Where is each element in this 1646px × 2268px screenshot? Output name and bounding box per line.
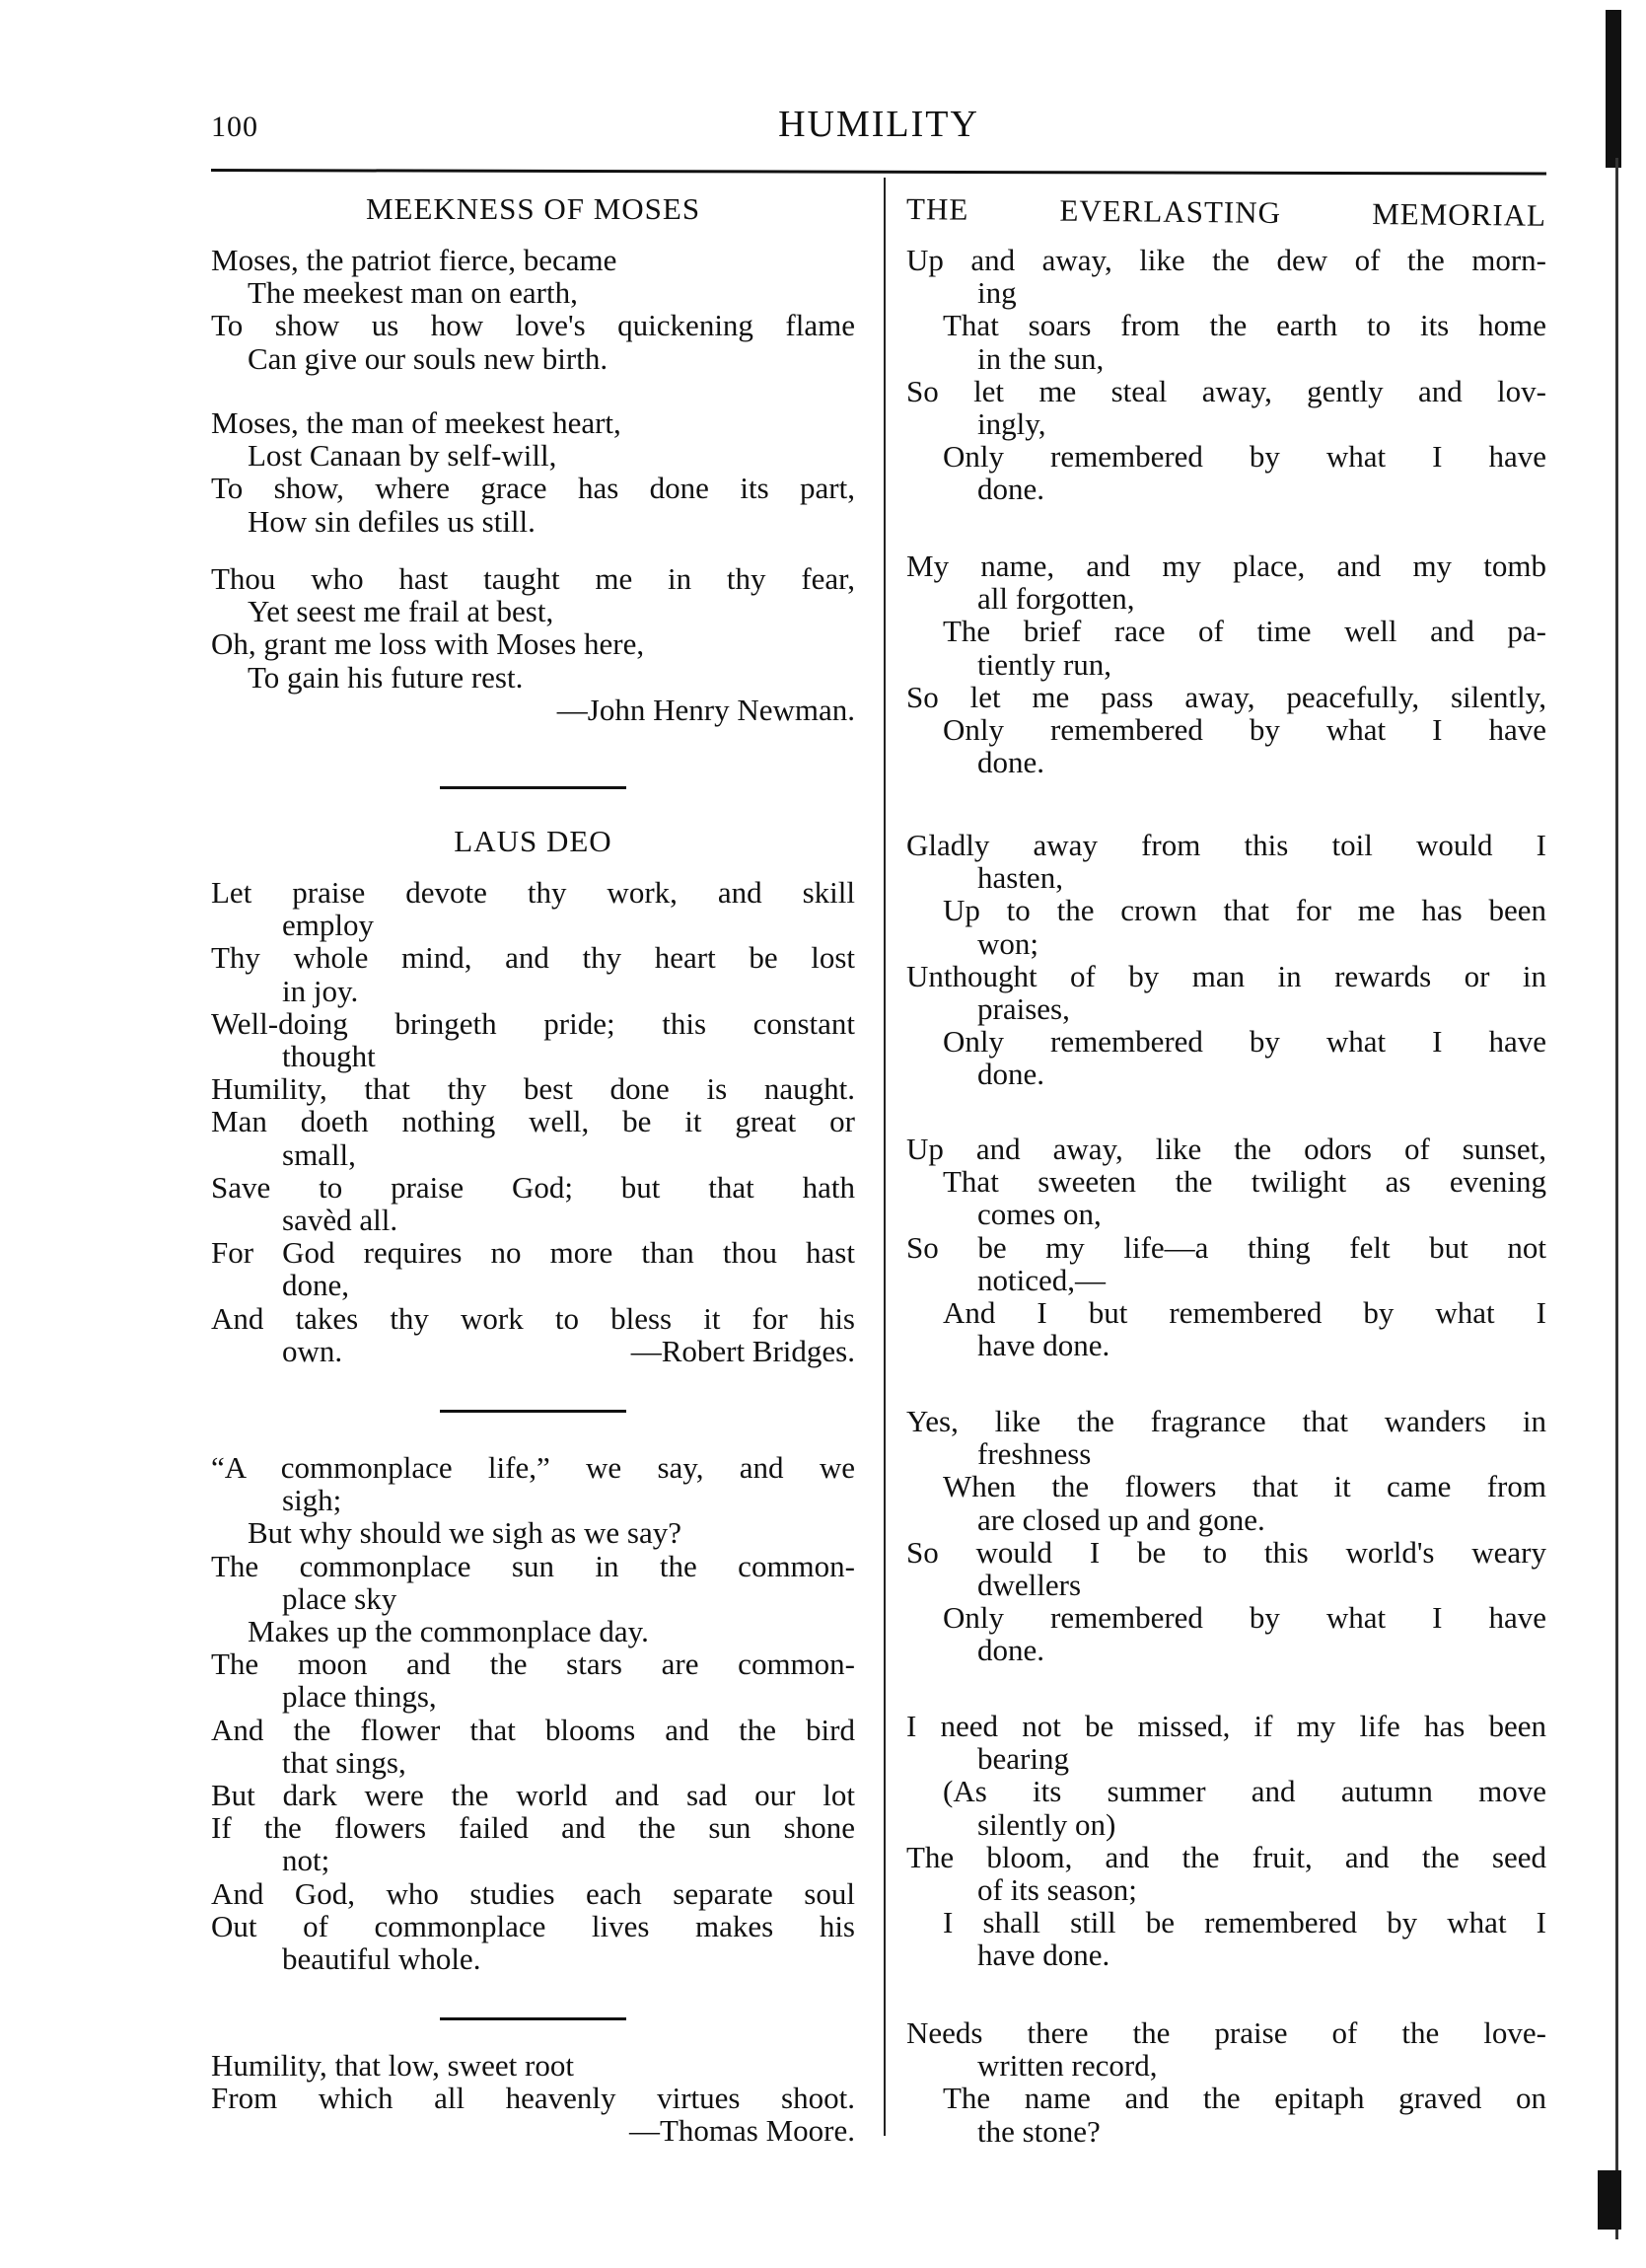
- verse-line: [906, 1198, 1546, 1230]
- verse-line: [211, 2082, 855, 2114]
- verse-line-text: in joy.: [282, 973, 359, 1008]
- verse-line-text: Humility, that low, sweet root: [211, 2048, 574, 2083]
- poem-title-meekness: MEEKNESS OF MOSES: [365, 191, 701, 226]
- verse-line-text: tiently run,: [977, 646, 1112, 682]
- verse-line-text: And I but remembered by what I: [943, 1295, 1546, 1331]
- attribution-bridges: —Robert Bridges.: [630, 1333, 855, 1368]
- verse-line-text: written record,: [977, 2048, 1158, 2084]
- section-rule: [440, 786, 626, 789]
- verse-line-text: And takes thy work to bless it for his: [211, 1300, 855, 1336]
- page-edge-shadow-bottom: [1598, 2170, 1621, 2230]
- verse-line: [211, 1714, 855, 1746]
- verse-line-text: Only remembered by what I have: [943, 712, 1546, 748]
- verse-line: [906, 1405, 1546, 1437]
- verse-line-text: dwellers: [977, 1568, 1082, 1603]
- verse-line-text: That soars from the earth to its home: [943, 308, 1546, 343]
- verse-line-text: To show us how love's quickening flame: [211, 308, 855, 343]
- verse-line: [211, 1582, 855, 1615]
- verse-line: [906, 1808, 1546, 1841]
- section-rule: [440, 2017, 626, 2020]
- verse-line: [211, 439, 855, 472]
- verse-line-text: Yet seest me frail at best,: [248, 594, 554, 629]
- verse-line-text: done.: [977, 1633, 1045, 1668]
- verse-line: [211, 1236, 855, 1269]
- verse-line: [211, 1484, 855, 1516]
- verse-line: [906, 1634, 1546, 1666]
- verse-line-text: That sweeten the twilight as evening: [943, 1164, 1546, 1200]
- verse-line-text: The moon and the stars are common-: [211, 1646, 855, 1682]
- verse-line-text: done,: [282, 1268, 350, 1303]
- verse-line-text: Only remembered by what I have: [943, 439, 1546, 475]
- verse-line: [211, 276, 855, 309]
- verse-line-text: Up to the crown that for me has been: [943, 893, 1546, 928]
- stanza: [906, 244, 1546, 506]
- verse-line-text: Needs there the praise of the love-: [906, 2015, 1546, 2050]
- verse-line-text: thought: [282, 1039, 376, 1074]
- verse-line: [906, 1873, 1546, 1906]
- verse-line: [211, 975, 855, 1007]
- stanza: [211, 406, 855, 538]
- verse-line: [906, 1329, 1546, 1361]
- verse-line-text: So be my life—a thing felt but not: [906, 1229, 1546, 1265]
- verse-line-text: place things,: [282, 1679, 437, 1715]
- verse-line: [906, 1569, 1546, 1601]
- verse-line: [906, 681, 1546, 713]
- page-number: 100: [211, 110, 258, 143]
- verse-line: [211, 1516, 855, 1549]
- stanza: [906, 1405, 1546, 1667]
- verse-line-text: The name and the epitaph graved on: [943, 2081, 1546, 2116]
- verse-line: [211, 1007, 855, 1040]
- verse-line: [211, 627, 855, 660]
- verse-line-text: From which all heavenly virtues shoot.: [211, 2081, 855, 2116]
- verse-line: [906, 244, 1546, 276]
- verse-line: [211, 472, 855, 504]
- verse-line: [211, 1335, 855, 1367]
- verse-line-text: praises,: [977, 991, 1070, 1027]
- verse-line: [906, 648, 1546, 681]
- verse-line: [211, 876, 855, 909]
- verse-line: [906, 1264, 1546, 1296]
- verse-line: [906, 1939, 1546, 1971]
- verse-line-text: of its season;: [977, 1872, 1137, 1908]
- verse-line: [906, 582, 1546, 615]
- verse-line: [211, 309, 855, 341]
- verse-line: [906, 549, 1546, 582]
- verse-line-text: are closed up and gone.: [977, 1501, 1265, 1537]
- verse-line-text: For God requires no more than thou hast: [211, 1235, 855, 1271]
- verse-line: [906, 1058, 1546, 1090]
- verse-line-text: The commonplace sun in the common-: [211, 1548, 855, 1583]
- verse-line-text: Moses, the patriot fierce, became: [211, 243, 617, 277]
- verse-line-text: beautiful whole.: [282, 1941, 481, 1977]
- poem-title-everlasting-memorial: THE EVERLASTING MEMORIAL: [905, 191, 1547, 233]
- page-edge-line: [1615, 158, 1618, 2239]
- verse-line-text: savèd all.: [282, 1203, 398, 1238]
- verse-line: [906, 1906, 1546, 1939]
- verse-line-text: Unthought of by man in rewards or in: [906, 958, 1546, 993]
- verse-line-text: done.: [977, 1057, 1045, 1092]
- verse-line-text: But dark were the world and sad our lot: [211, 1778, 855, 1813]
- verse-line: [906, 1536, 1546, 1569]
- verse-line: [906, 1231, 1546, 1264]
- stanza: [211, 2049, 855, 2114]
- verse-line-text: Can give our souls new birth.: [248, 340, 608, 376]
- verse-line-text: Humility, that thy best done is naught.: [211, 1071, 855, 1107]
- verse-line-text: silently on): [977, 1806, 1116, 1842]
- verse-line-text: own.: [282, 1333, 343, 1368]
- verse-line-text: freshness: [977, 1436, 1092, 1472]
- verse-line: [211, 1844, 855, 1876]
- attribution-newman: —John Henry Newman.: [556, 693, 855, 727]
- verse-line-text: ing: [977, 275, 1017, 311]
- verse-line-text: all forgotten,: [977, 581, 1135, 617]
- verse-line: [211, 909, 855, 941]
- stanza: [211, 562, 855, 694]
- verse-line-text: How sin defiles us still.: [248, 503, 536, 539]
- verse-line-text: I shall still be remembered by what I: [943, 1905, 1546, 1940]
- verse-line: [906, 1503, 1546, 1536]
- verse-line-text: But why should we sigh as we say?: [248, 1515, 681, 1551]
- verse-line-text: Thy whole mind, and thy heart be lost: [211, 940, 855, 976]
- verse-line: [211, 661, 855, 694]
- verse-line: [211, 1942, 855, 1975]
- verse-line: [211, 562, 855, 595]
- verse-line-text: When the flowers that it came from: [943, 1469, 1546, 1504]
- verse-line-text: ingly,: [977, 406, 1046, 442]
- verse-line-text: And the flower that blooms and the bird: [211, 1712, 855, 1747]
- stanza: [211, 1451, 855, 1975]
- verse-line-text: Moses, the man of meekest heart,: [211, 405, 621, 440]
- verse-line: [906, 2082, 1546, 2114]
- verse-line-text: Gladly away from this toil would I: [906, 828, 1546, 862]
- verse-line-text: Man doeth nothing well, be it great or: [211, 1104, 855, 1139]
- verse-line: [211, 1451, 855, 1484]
- verse-line: [211, 1647, 855, 1680]
- verse-line-text: So let me pass away, peacefully, silently,: [906, 679, 1546, 714]
- page-edge-shadow: [1606, 10, 1621, 168]
- verse-line: [906, 309, 1546, 341]
- verse-line: [211, 1550, 855, 1582]
- verse-line-text: Makes up the commonplace day.: [248, 1614, 649, 1649]
- verse-line: [906, 276, 1546, 309]
- verse-line-text: employ: [282, 908, 374, 943]
- verse-line: [906, 1165, 1546, 1198]
- stanza: [906, 829, 1546, 1091]
- verse-line-text: not;: [282, 1843, 330, 1878]
- verse-line: [906, 407, 1546, 440]
- verse-line-text: “A commonplace life,” we say, and we: [211, 1450, 855, 1485]
- verse-line: [906, 960, 1546, 992]
- verse-line-text: Out of commonplace lives makes his: [211, 1908, 855, 1943]
- verse-line: [906, 1025, 1546, 1058]
- verse-line-text: Thou who hast taught me in thy fear,: [211, 561, 855, 596]
- verse-line: [211, 1105, 855, 1137]
- verse-line: [906, 894, 1546, 926]
- verse-line: [906, 1133, 1546, 1165]
- verse-line-text: small,: [282, 1136, 356, 1172]
- verse-line: [906, 713, 1546, 746]
- stanza: [211, 876, 855, 1367]
- verse-line: [211, 1746, 855, 1779]
- verse-line: [211, 505, 855, 538]
- verse-line: [906, 927, 1546, 960]
- verse-line-text: done.: [977, 472, 1045, 507]
- verse-line: [906, 440, 1546, 473]
- verse-line: [906, 992, 1546, 1025]
- verse-line-text: To gain his future rest.: [248, 659, 524, 695]
- verse-line: [211, 1302, 855, 1335]
- verse-line-text: comes on,: [977, 1197, 1102, 1232]
- verse-line-text: have done.: [977, 1938, 1110, 1973]
- verse-line: [211, 244, 855, 276]
- verse-line-text: And God, who studies each separate soul: [211, 1875, 855, 1911]
- verse-line-text: noticed,—: [977, 1262, 1106, 1297]
- verse-line: [906, 342, 1546, 375]
- verse-line-text: have done.: [977, 1328, 1110, 1363]
- verse-line-text: Only remembered by what I have: [943, 1600, 1546, 1636]
- verse-line: [211, 1204, 855, 1236]
- verse-line: [211, 1910, 855, 1942]
- verse-line: [906, 615, 1546, 647]
- verse-line-text: So would I be to this world's weary: [906, 1534, 1546, 1570]
- verse-line: [906, 1470, 1546, 1502]
- header-rule: [211, 169, 1546, 176]
- running-title: HUMILITY: [778, 104, 979, 145]
- verse-line: [906, 375, 1546, 407]
- verse-line-text: The meekest man on earth,: [248, 275, 578, 311]
- verse-line-text: Lost Canaan by self-will,: [248, 438, 557, 474]
- verse-line-text: The bloom, and the fruit, and the seed: [906, 1839, 1546, 1874]
- verse-line-text: won;: [977, 925, 1038, 961]
- column-divider: [884, 178, 886, 2136]
- verse-line: [211, 406, 855, 439]
- verse-line: [906, 1710, 1546, 1742]
- verse-line: [211, 1877, 855, 1910]
- verse-line: [906, 1296, 1546, 1329]
- verse-line-text: Save to praise God; but that hath: [211, 1169, 855, 1205]
- verse-line: [211, 1779, 855, 1811]
- verse-line-text: sigh;: [282, 1483, 342, 1518]
- poem-title-laus-deo: LAUS DEO: [454, 824, 612, 858]
- verse-line-text: Yes, like the fragrance that wanders in: [906, 1404, 1546, 1438]
- verse-line: [906, 473, 1546, 505]
- verse-line: [906, 2016, 1546, 2049]
- verse-line: [211, 1269, 855, 1301]
- verse-line-text: So let me steal away, gently and lov-: [906, 373, 1546, 408]
- verse-line: [211, 1072, 855, 1105]
- verse-line: [906, 746, 1546, 778]
- verse-line-text: that sings,: [282, 1744, 406, 1780]
- verse-line: [906, 1775, 1546, 1807]
- verse-line-text: place sky: [282, 1580, 397, 1616]
- stanza: [906, 1710, 1546, 1972]
- verse-line: [906, 1601, 1546, 1634]
- stanza: [906, 2016, 1546, 2148]
- verse-line: [906, 2115, 1546, 2148]
- verse-line-text: Well-doing bringeth pride; this constant: [211, 1005, 855, 1041]
- verse-line: [211, 941, 855, 974]
- verse-line: [211, 1811, 855, 1844]
- verse-line-text: My name, and my place, and my tomb: [906, 549, 1546, 583]
- verse-line-text: in the sun,: [977, 340, 1105, 376]
- verse-line: [211, 1138, 855, 1171]
- verse-line-text: Let praise devote thy work, and skill: [211, 875, 855, 910]
- verse-line-text: The brief race of time well and pa-: [943, 614, 1546, 649]
- stanza: [906, 549, 1546, 778]
- verse-line-text: (As its summer and autumn move: [943, 1774, 1546, 1809]
- verse-line: [211, 342, 855, 375]
- attribution-moore: —Thomas Moore.: [628, 2113, 855, 2148]
- verse-line-text: Up and away, like the odors of sunset,: [906, 1132, 1546, 1166]
- verse-line: [906, 1742, 1546, 1775]
- verse-line-text: done.: [977, 745, 1045, 780]
- verse-line-text: hasten,: [977, 860, 1063, 896]
- verse-line: [211, 1680, 855, 1713]
- verse-line-text: Only remembered by what I have: [943, 1024, 1546, 1060]
- verse-line: [906, 2049, 1546, 2082]
- verse-line: [211, 1615, 855, 1647]
- section-rule: [440, 1410, 626, 1413]
- stanza: [906, 1133, 1546, 1361]
- stanza: [211, 244, 855, 375]
- verse-line-text: To show, where grace has done its part,: [211, 471, 855, 506]
- verse-line-text: If the flowers failed and the sun shone: [211, 1810, 855, 1846]
- verse-line: [906, 861, 1546, 894]
- verse-line: [211, 1040, 855, 1072]
- verse-line-text: Oh, grant me loss with Moses here,: [211, 626, 645, 662]
- verse-line: [211, 1171, 855, 1204]
- verse-line: [906, 829, 1546, 861]
- verse-line-text: I need not be missed, if my life has been: [906, 1709, 1546, 1743]
- verse-line: [211, 2049, 855, 2082]
- verse-line-text: bearing: [977, 1741, 1069, 1777]
- verse-line: [211, 595, 855, 627]
- verse-line: [906, 1841, 1546, 1873]
- verse-line-text: Up and away, like the dew of the morn-: [906, 243, 1546, 277]
- verse-line: [906, 1437, 1546, 1470]
- verse-line-text: the stone?: [977, 2113, 1101, 2149]
